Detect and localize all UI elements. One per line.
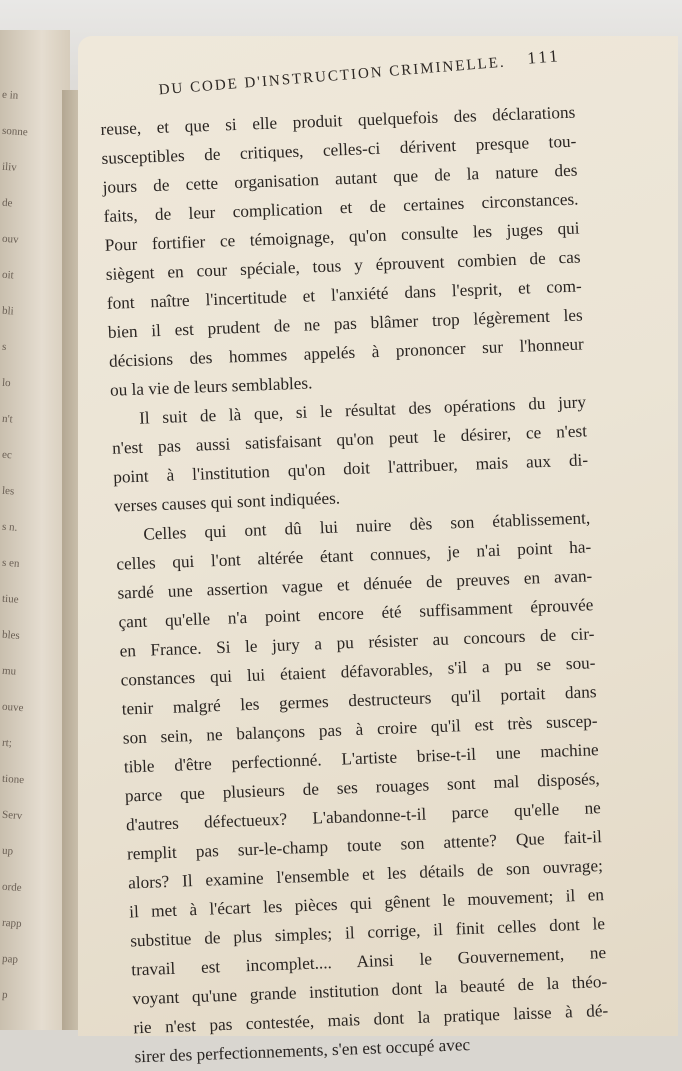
left-page-text-fragment: orde (1, 880, 22, 895)
left-page-text-fragment: tione (1, 772, 25, 787)
text-line: verses causes qui sont indiquées. (113, 488, 341, 516)
text-line: susceptibles de critiques, celles-ci dérivent presque tou- (101, 131, 577, 168)
text-line: sardé une assertion vague et dénuée de preuves en avan- (117, 566, 593, 603)
text-line: faits, de leur complication et de certaines circonstances. (103, 189, 579, 226)
text-line: sirer des perfectionnements, s'en est occupé avec (134, 1035, 471, 1067)
left-page-text-fragment: s (1, 340, 7, 353)
text-line: son sein, ne balançons pas à croire qu'il est très suscep- (122, 711, 598, 748)
text-line: font naître l'incertitude et l'anxiété dans l'esprit, et com- (106, 276, 582, 313)
left-page-text-fragment: up (1, 844, 14, 858)
text-line: Il suit de là que, si le résultat des opérations du jury (138, 392, 587, 428)
left-page-text-fragment: ouv (1, 232, 19, 246)
text-line: décisions des hommes appelés à prononcer sur l'honneur (108, 334, 585, 371)
text-line: parce que plusieurs de ses rouages sont mal disposés, (124, 769, 601, 806)
text-line: çant qu'elle n'a point encore été suffisamment éprouvée (118, 595, 594, 632)
text-line: en France. Si le jury a pu résister au concours de cir- (119, 624, 595, 661)
text-line: d'autres défectueux? L'abandonne-t-il parce qu'elle ne (125, 798, 602, 835)
left-page-text-fragment: bli (1, 304, 15, 318)
left-page-text-fragment: iliv (1, 160, 18, 174)
left-page-text-fragment: ouve (1, 700, 24, 715)
text-line: rie n'est pas contestée, mais dont la pratique laisse à dé- (133, 1000, 609, 1038)
text-line: ou la vie de leurs semblables. (109, 373, 313, 400)
text-line: travail est incomplet.... Ainsi le Gouvernement, ne (131, 943, 607, 980)
left-page-text-fragment: n't (1, 412, 14, 426)
left-page-text-fragment: lo (1, 376, 12, 390)
left-page-text-fragment: p (1, 988, 8, 1002)
text-line: substitue de plus simples; il corrige, il finit celles dont le (129, 914, 606, 951)
left-page-text-fragment: sonne (1, 124, 29, 139)
left-page-text-fragment: bles (1, 628, 21, 642)
left-page-text-fragment: pap (1, 952, 19, 966)
text-line: Celles qui ont dû lui nuire dès son établissement, (143, 508, 591, 544)
text-line: n'est pas aussi satisfaisant qu'on peut le désirer, ce n'est (111, 421, 588, 458)
left-page-text-fragment: rapp (1, 916, 22, 931)
text-line: constances qui lui étaient défavorables, s'il a pu se sou- (120, 653, 596, 690)
text-line: celles qui l'ont altérée étant connues, je n'ai point ha- (116, 537, 592, 574)
page-number: 111 (526, 46, 562, 68)
text-line: Pour fortifier ce témoignage, qu'on consulte les juges qui (104, 218, 580, 255)
text-line: jours de cette organisation autant que de la nature des (102, 160, 578, 197)
left-page-edge (0, 30, 70, 1030)
left-page-text-fragment: oit (1, 268, 15, 282)
text-line: remplit pas sur-le-champ toute son attente? Que fait-il (126, 827, 603, 864)
text-line: point à l'institution qu'on doit l'attribuer, mais aux di- (112, 450, 589, 487)
left-page-text-fragment: s n. (1, 520, 18, 534)
text-line: tenir malgré les germes destructeurs qu'il portait dans (121, 682, 597, 719)
left-page-text-fragment: les (1, 484, 15, 498)
text-line: siègent en cour spéciale, tous y éprouvent combien de cas (105, 247, 581, 284)
text-line: reuse, et que si elle produit quelquefois des déclarations (100, 102, 576, 139)
text-line: il met à l'écart les pièces qui gênent le mouvement; il en (128, 885, 605, 922)
text-line: tible d'être perfectionné. L'artiste brise-t-il une machine (123, 740, 599, 777)
text-line: bien il est prudent de ne pas blâmer trop légèrement les (107, 305, 583, 342)
left-page-text-fragment: mu (1, 664, 17, 678)
left-page-text-fragment: e in (1, 88, 19, 102)
left-page-text-fragment: s en (1, 556, 20, 570)
text-line: alors? Il examine l'ensemble et les détails de son ouvrage; (127, 856, 604, 893)
left-page-text-fragment: rt; (1, 736, 13, 750)
header-title: DU CODE D'INSTRUCTION CRIMINELLE. (158, 54, 507, 99)
left-page-text-fragment: Serv (1, 808, 23, 823)
text-line: voyant qu'une grande institution dont la beauté de la théo- (132, 972, 608, 1009)
left-page-text-fragment: ec (1, 448, 13, 462)
left-page-text-fragment: tiue (1, 592, 19, 606)
left-page-text-fragment: de (1, 196, 13, 210)
page-body (100, 98, 610, 1071)
